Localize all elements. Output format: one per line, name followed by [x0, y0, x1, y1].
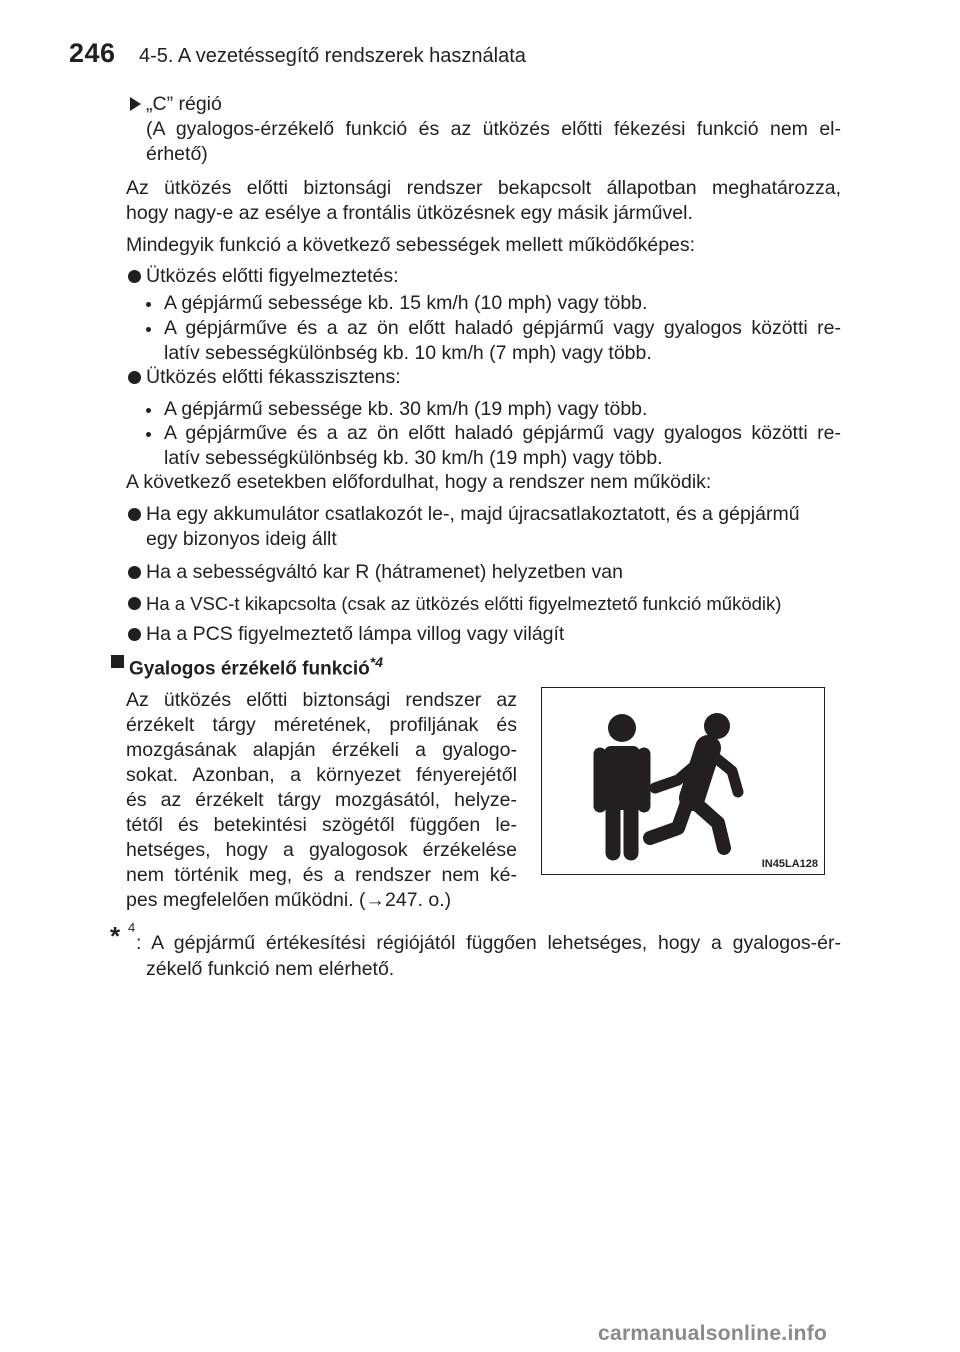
brake-heading: Ütközés előtti fékasszisztens: [146, 366, 401, 388]
circle-bullet-icon [128, 508, 141, 521]
pedestrian-text-line: mozgásának alapján érzékeli a gyalogo- [126, 739, 517, 761]
brake-item2-line2: latív sebességkülönbség kb. 30 km/h (19 mph) vagy több. [164, 447, 663, 469]
footnote-number: 4 [128, 920, 136, 935]
inactive-item3: Ha a VSC-t kikapcsolta (csak az ütközés előtti figyelmeztető funkció működik) [146, 593, 782, 614]
footnote-line1: : A gépjármű értékesítési régiójától függően lehetséges, hogy a gyalogos-ér- [136, 932, 841, 954]
warning-item2-line1: A gépjárműve és a az ön előtt haladó gépjármű vagy gyalogos közötti re- [164, 317, 841, 339]
region-c-note-line2: érhető) [146, 143, 208, 165]
pedestrian-text-line: Az ütközés előtti biztonsági rendszer az [126, 689, 517, 711]
pedestrian-text-line: és az érzékelt tárgy mozgásától, helyze- [126, 789, 517, 811]
dot-bullet-icon [146, 302, 151, 307]
inactive-item1-line2: egy bizonyos ideig állt [146, 528, 337, 550]
circle-bullet-icon [128, 597, 141, 610]
intro-para1-line1: Az ütközés előtti biztonsági rendszer bekapcsolt állapotban meghatározza, [126, 177, 841, 199]
pedestrian-text-line: pes megfelelően működni. (→247. o.) [126, 889, 452, 911]
triangle-bullet-icon [130, 97, 141, 111]
pedestrian-text-line: hetséges, hogy a gyalogosok érzékelése [126, 839, 517, 861]
circle-bullet-icon [128, 371, 141, 384]
pedestrian-text-line: sokat. Azonban, a környezet fényerejétől [126, 764, 517, 786]
footnote-line2: zékelő funkció nem elérhető. [146, 958, 395, 980]
dot-bullet-icon [146, 432, 151, 437]
inactive-item2: Ha a sebességváltó kar R (hátramenet) helyzetben van [146, 561, 623, 583]
inactive-item1-line1: Ha egy akkumulátor csatlakozót le-, majd újracsatlakoztatott, és a gépjármű [146, 503, 800, 525]
page-number: 246 [69, 38, 116, 68]
inactive-intro: A következő esetekben előfordulhat, hogy a rendszer nem működik: [126, 471, 712, 493]
pedestrian-text-line: érzékelt tárgy méretének, profiljának és [126, 714, 517, 736]
pedestrian-heading-text: Gyalogos érzékelő funkció [129, 658, 370, 680]
intro-para1-line2: hogy nagy-e az esélye a frontális ütközésnek egy másik járművel. [126, 202, 693, 224]
footnote-star: * [110, 921, 121, 951]
circle-bullet-icon [128, 270, 141, 283]
region-c-title: „C” régió [146, 93, 222, 115]
pedestrian-heading-footnote-ref: *4 [369, 654, 383, 670]
square-bullet-icon [111, 655, 124, 668]
warning-heading: Ütközés előtti figyelmeztetés: [146, 265, 399, 287]
circle-bullet-icon [128, 566, 141, 579]
region-c-note-line1: (A gyalogos-érzékelő funkció és az ütközés előtti fékezési funkció nem el- [146, 118, 841, 140]
pedestrian-text-line: tétől és betekintési szögétől függően le- [126, 814, 517, 836]
inactive-item4: Ha a PCS figyelmeztető lámpa villog vagy világít [146, 623, 565, 645]
brake-item1: A gépjármű sebessége kb. 30 km/h (19 mph) vagy több. [164, 398, 648, 420]
illustration-code: IN45LA128 [761, 858, 818, 870]
circle-bullet-icon [128, 628, 141, 641]
brake-item2-line1: A gépjárműve és a az ön előtt haladó gépjármű vagy gyalogos közötti re- [164, 422, 841, 444]
section-title: 4-5. A vezetéssegítő rendszerek használata [139, 45, 526, 67]
pedestrian-heading [129, 650, 383, 681]
dot-bullet-icon [146, 327, 151, 332]
warning-item1: A gépjármű sebessége kb. 15 km/h (10 mph) vagy több. [164, 292, 648, 314]
intro-para2: Mindegyik funkció a következő sebességek mellett működőképes: [126, 234, 696, 256]
watermark: carmanualsonline.info [598, 1322, 828, 1345]
dot-bullet-icon [146, 408, 151, 413]
standing-person-icon [600, 714, 644, 853]
walking-person-icon [650, 713, 738, 848]
warning-item2-line2: latív sebességkülönbség kb. 10 km/h (7 mph) vagy több. [164, 342, 652, 364]
pedestrian-illustration [541, 687, 825, 875]
pedestrian-text-line: nem történik meg, és a rendszer nem ké- [126, 864, 517, 886]
